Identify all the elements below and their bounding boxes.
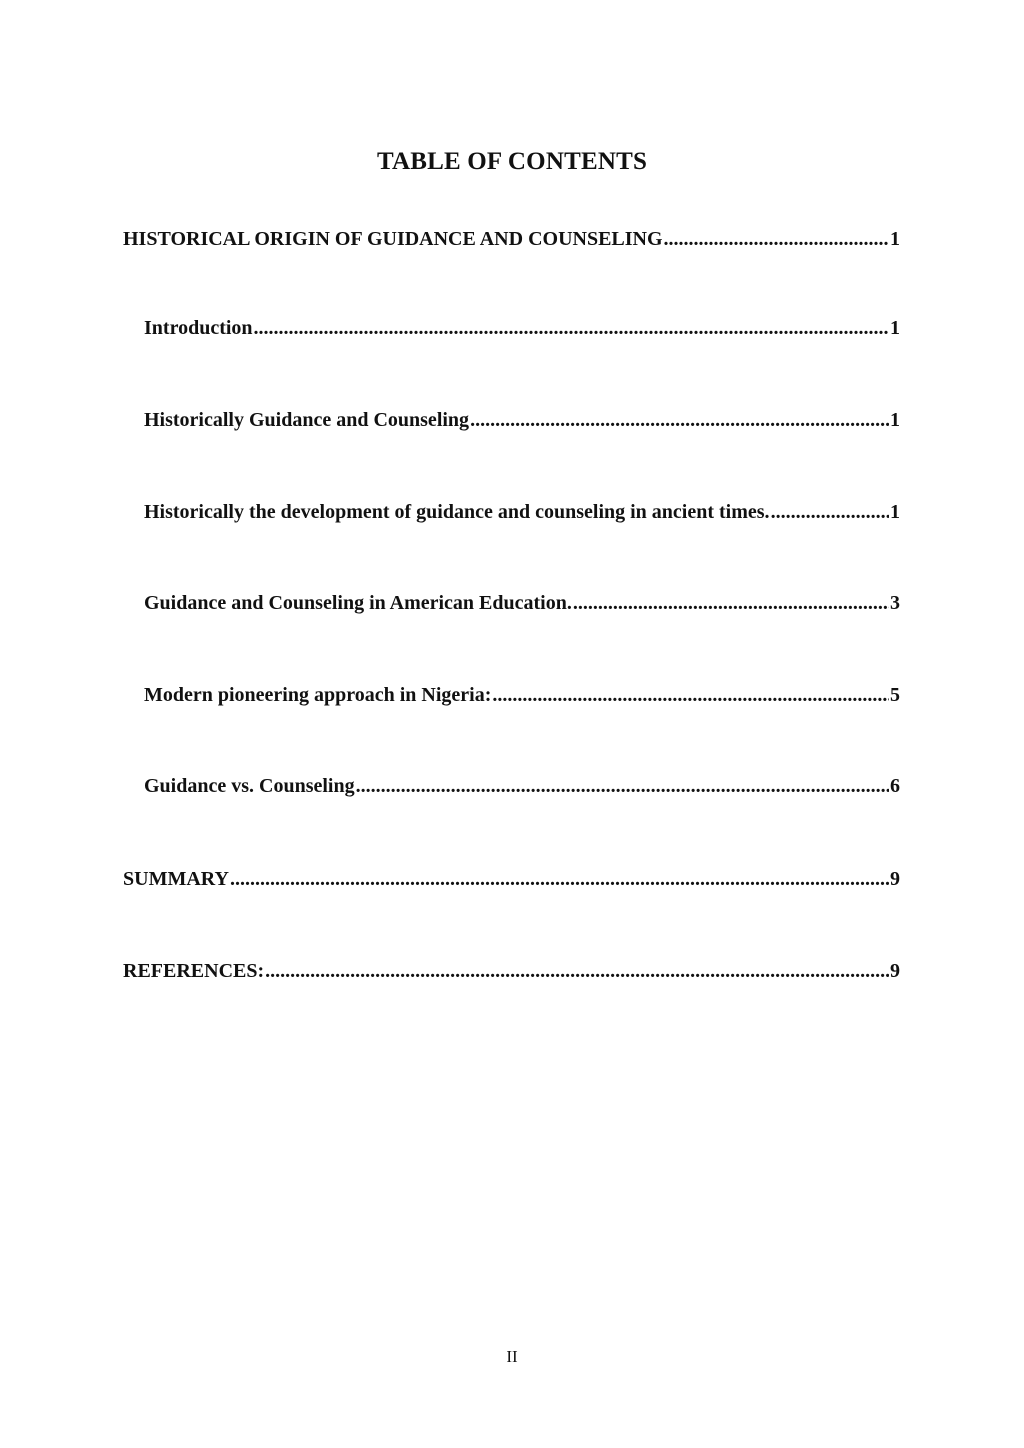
toc-entry-label: Historically Guidance and Counseling bbox=[144, 409, 470, 431]
toc-entry-label: SUMMARY bbox=[123, 868, 229, 890]
toc-entry-ancient-times[interactable] bbox=[144, 497, 900, 527]
toc-entry-references[interactable] bbox=[123, 956, 900, 986]
toc-dot-leader bbox=[492, 680, 889, 710]
toc-entry-page-number: 1 bbox=[890, 409, 900, 431]
toc-entry-page-number: 9 bbox=[890, 960, 900, 982]
toc-entry-historically-guidance[interactable] bbox=[144, 405, 900, 435]
toc-entry-historical-origin[interactable] bbox=[123, 224, 900, 254]
toc-entry-page-number: 3 bbox=[890, 592, 900, 614]
toc-dot-leader bbox=[265, 956, 889, 986]
page-number-footer: II bbox=[506, 1347, 518, 1366]
toc-entry-page-number: 1 bbox=[890, 501, 900, 523]
toc-entry-label: Historically the development of guidance and counseling in ancient times. bbox=[144, 501, 770, 523]
toc-entry-label: REFERENCES: bbox=[123, 960, 265, 982]
toc-entry-page-number: 1 bbox=[890, 228, 900, 250]
toc-dot-leader bbox=[230, 864, 889, 894]
toc-entry-label: Guidance and Counseling in American Education. bbox=[144, 592, 572, 614]
toc-entry-american-education[interactable] bbox=[144, 588, 900, 618]
toc-entry-label: Modern pioneering approach in Nigeria: bbox=[144, 684, 492, 706]
toc-entry-label: Introduction bbox=[144, 317, 253, 339]
toc-dot-leader bbox=[771, 497, 889, 527]
toc-entry-summary[interactable] bbox=[123, 864, 900, 894]
toc-dot-leader bbox=[664, 224, 889, 254]
toc-dot-leader bbox=[356, 771, 889, 801]
toc-dot-leader bbox=[573, 588, 889, 618]
toc-dot-leader bbox=[470, 405, 889, 435]
toc-entry-introduction[interactable] bbox=[144, 313, 900, 343]
toc-entry-guidance-vs-counseling[interactable] bbox=[144, 771, 900, 801]
toc-entry-nigeria-approach[interactable] bbox=[144, 680, 900, 710]
toc-entry-page-number: 6 bbox=[890, 775, 900, 797]
toc-entry-label: Guidance vs. Counseling bbox=[144, 775, 355, 797]
toc-entry-page-number: 5 bbox=[890, 684, 900, 706]
toc-entry-label: HISTORICAL ORIGIN OF GUIDANCE AND COUNSELING bbox=[123, 228, 663, 250]
toc-entry-page-number: 1 bbox=[890, 317, 900, 339]
toc-dot-leader bbox=[254, 313, 889, 343]
page-title: TABLE OF CONTENTS bbox=[376, 148, 648, 175]
toc-entry-page-number: 9 bbox=[890, 868, 900, 890]
